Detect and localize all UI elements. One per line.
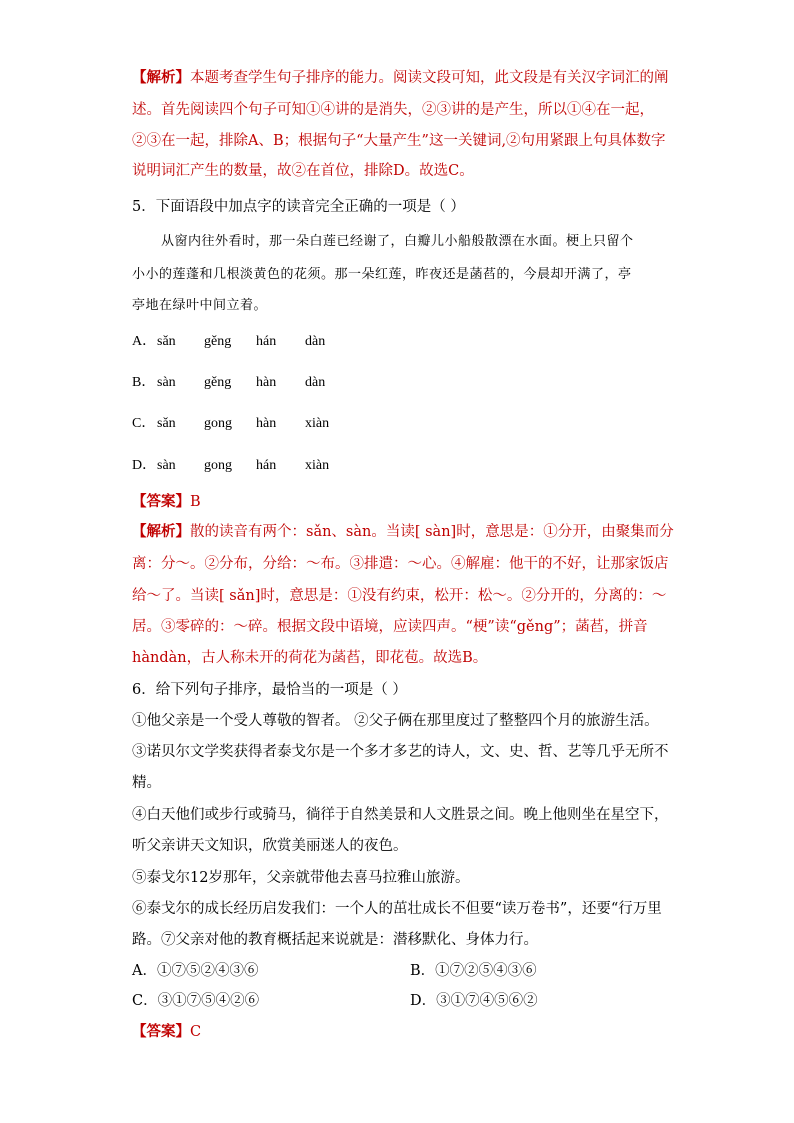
pinyin-2: gong [204,416,232,431]
analysis-text: 本题考查学生句子排序的能力。阅读文段可知，此文段是有关汉字词汇的阐 [190,70,669,86]
q5-analysis-line-3: 给～了。当读[ sǎn]时，意思是：①没有约束，松开：松～。②分开的，分离的：～ [132,588,667,604]
analysis-line-4: 说明词汇产生的数量，故②在首位，排除D。故选C。 [132,163,474,179]
q5-passage-line-2: 小小的莲蓬和几根淡黄色的花须。那一朵红莲，昨夜还是菡萏的，今晨却开满了，亭 [132,267,632,282]
option-label: A． [132,334,157,349]
q6-option-b: B．①⑦②⑤④③⑥ [410,963,537,979]
q6-sentence-line-5: 听父亲讲天文知识，欣赏美丽迷人的夜色。 [132,838,408,854]
q5-passage-line-3: 亭地在绿叶中间立着。 [132,298,268,313]
q6-option-c: C．③①⑦⑤④②⑥ [132,993,260,1009]
pinyin-1: sàn [157,458,176,473]
q5-analysis-line-5: hàndàn，古人称未开的荷花为菡萏，即花苞。故选B。 [132,650,488,666]
pinyin-3: hán [256,334,277,349]
q5-analysis-line-2: 离：分～。②分布，分给：～布。③排遣：～心。④解雇：他干的不好，让那家饭店 [132,556,669,572]
pinyin-1: sàn [157,375,176,390]
q6-sentence-line-8: 路。⑦父亲对他的教育概括起来说就是：潜移默化、身体力行。 [132,932,538,948]
pinyin-2: gěng [204,334,232,349]
pinyin-4: dàn [305,375,326,390]
pinyin-1: sǎn [157,334,176,349]
q5-option-a [132,332,156,352]
q6-answer [132,1022,201,1042]
pinyin-3: hán [256,458,277,473]
q6-sentence-line-7: ⑥泰戈尔的成长经历启发我们：一个人的茁壮成长不但要“读万卷书”，还要“行万里 [132,901,662,917]
q5-stem: 5．下面语段中加点字的读音完全正确的一项是（ ） [132,199,465,215]
q6-option-d: D．③①⑦④⑤⑥② [410,993,538,1009]
option-label: D． [132,458,157,473]
pinyin-3: hàn [256,375,277,390]
q6-stem: 6．给下列句子排序，最恰当的一项是（ ） [132,682,407,698]
analysis-text: 散的读音有两个：sǎn、sàn。当读[ sàn]时，意思是：①分开，由聚集而分 [190,524,674,540]
answer-value: C [190,1024,202,1040]
option-label: C． [132,416,156,431]
q5-analysis-line-1 [132,522,674,542]
answer-value: B [190,494,201,510]
answer-tag: 【答案】 [132,493,190,510]
option-label: B． [132,375,156,390]
analysis-line-3: ②③在一起，排除A、B；根据句子“大量产生”这一关键词,②句用紧跟上句具体数字 [132,133,666,149]
q6-sentence-line-4: ④白天他们或步行或骑马，徜徉于自然美景和人文胜景之间。晚上他则坐在星空下， [132,807,669,823]
answer-tag: 【答案】 [132,1023,190,1040]
q5-option-d [132,456,156,476]
pinyin-4: xiàn [305,416,330,431]
q5-analysis-line-4: 居。③零碎的：～碎。根据文段中语境，应读四声。“梗”读“gěng”；菡萏，拼音 [132,619,648,635]
q5-option-c [132,414,155,434]
q6-sentence-line-2: ③诺贝尔文学奖获得者泰戈尔是一个多才多艺的诗人，文、史、哲、艺等几乎无所不 [132,744,669,760]
analysis-tag: 【解析】 [132,69,190,86]
pinyin-4: dàn [305,334,326,349]
q5-answer [132,492,201,512]
q6-sentence-line-6: ⑤泰戈尔12岁那年，父亲就带他去喜马拉雅山旅游。 [132,870,470,886]
pinyin-4: xiàn [305,458,330,473]
q6-sentence-line-1: ①他父亲是一个受人尊敬的智者。 ②父子俩在那里度过了整整四个月的旅游生活。 [132,713,659,729]
pinyin-2: gong [204,458,232,473]
q5-passage-line-1: 从窗内往外看时，那一朵白莲已经谢了，白瓣儿小船般散漂在水面。梗上只留个 [161,234,634,249]
analysis-line-2: 述。首先阅读四个句子可知①④讲的是消失，②③讲的是产生，所以①④在一起， [132,102,654,118]
pinyin-3: hàn [256,416,277,431]
q6-sentence-line-3: 精。 [132,775,161,791]
q6-option-a: A．①⑦⑤②④③⑥ [132,963,259,979]
analysis-line-1 [132,68,669,88]
analysis-tag: 【解析】 [132,523,190,540]
pinyin-2: gěng [204,375,232,390]
q5-option-b [132,373,155,393]
pinyin-1: sǎn [157,416,176,431]
